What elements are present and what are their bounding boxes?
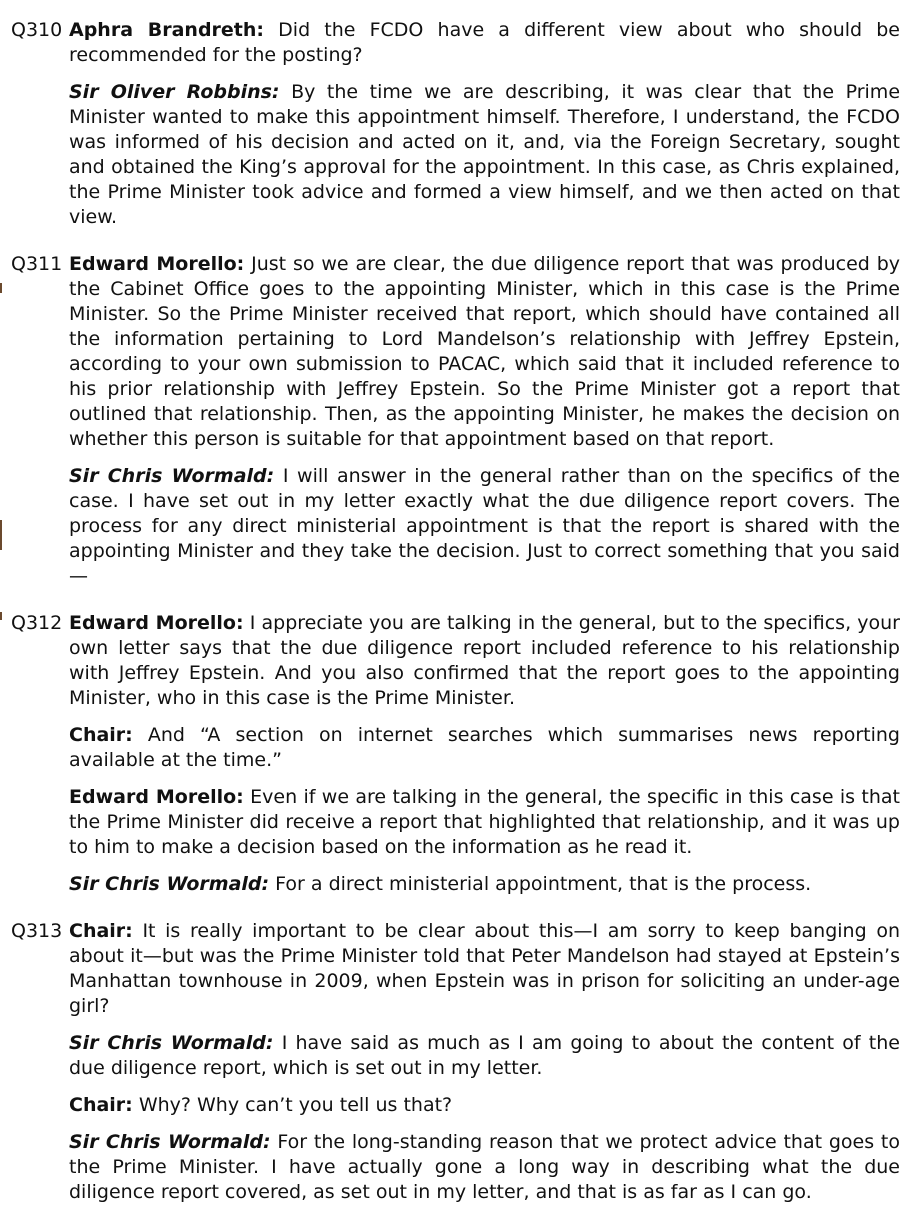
speaker-name: Edward Morello: [69, 786, 244, 808]
speaker-name: Chair: [69, 1094, 133, 1116]
speaker-turn [69, 464, 900, 589]
question-content [69, 611, 900, 909]
speaker-name: Aphra Brandreth: [69, 19, 265, 41]
speech-text: I appreciate you are talking in the general, but to the specifics, your own letter says that the due diligence report included reference to his relationship with Jeffrey Epstein. And you also confirmed that the report goes to the appointing Minister, who in this case is the Prime Minister. [69, 612, 900, 709]
question-block [11, 252, 900, 601]
question-number: Q310 [11, 19, 63, 41]
speaker-name: Sir Oliver Robbins: [69, 81, 280, 103]
speaker-name: Chair: [69, 920, 133, 942]
speech-text: By the time we are describing, it was clear that the Prime Minister wanted to make this appointment himself. Therefore, I understand, the FCDO was informed of his decision and acted on it, and, via the Foreign Secretary, sought and obtained the King’s approval for the appointment. In this case, as Chris explained, the Prime Minister took advice and formed a view himself, and we then acted on that view. [69, 81, 901, 228]
speech-text: For a direct ministerial appointment, that is the process. [269, 873, 812, 895]
speaker-turn [69, 785, 900, 860]
speech-text: Did the FCDO have a different view about who should be recommended for the posting? [69, 19, 900, 66]
speaker-turn [69, 611, 900, 711]
speaker-turn [69, 1093, 900, 1118]
speaker-name: Sir Chris Wormald: [69, 873, 270, 895]
speaker-turn [69, 1130, 900, 1205]
speaker-name: Edward Morello: [69, 253, 245, 275]
speech-text: Even if we are talking in the general, the specific in this case is that the Prime Minister did receive a report that highlighted that relationship, and it was up to him to make a decision based on the information as he read it. [69, 786, 900, 858]
speech-text: Why? Why can’t you tell us that? [132, 1094, 453, 1116]
margin-mark [0, 520, 2, 550]
speech-text: For the long-standing reason that we protect advice that goes to the Prime Minister. I have actually gone a long way in describing what the due diligence report covered, as set out in my letter, and that is as far as I can go. [69, 1131, 900, 1203]
speaker-turn [69, 723, 900, 773]
speaker-turn [69, 80, 900, 230]
speech-text: Just so we are clear, the due diligence report that was produced by the Cabinet Office goes to the appointing Minister, which in this case is the Prime Minister. So the Prime Minister received that report, which should have contained all the information pertaining to Lord Mandelson’s relationship with Jeffrey Epstein, according to your own submission to PACAC, which said that it included reference to his prior relationship with Jeffrey Epstein. So the Prime Minister got a report that outlined that relationship. Then, as the appointing Minister, he makes the decision on whether this person is suitable for that appointment based on that report. [69, 253, 901, 450]
speaker-turn [69, 1031, 900, 1081]
speaker-name: Sir Chris Wormald: [69, 465, 275, 487]
question-block [11, 18, 900, 242]
transcript [11, 18, 900, 1217]
margin-mark [0, 612, 2, 620]
question-block [11, 919, 900, 1217]
question-number: Q312 [11, 612, 63, 634]
speech-text: And “A section on internet searches which summarises news reporting available at the time.” [69, 724, 900, 771]
speaker-turn [69, 18, 900, 68]
speech-text: It is really important to be clear about this—I am sorry to keep banging on about it—but was the Prime Minister told that Peter Mandelson had stayed at Epstein’s Manhattan townhouse in 2009, when Epstein was in prison for soliciting an under-age girl? [69, 920, 900, 1017]
speaker-turn [69, 252, 900, 452]
question-content [69, 919, 900, 1217]
speaker-name: Sir Chris Wormald: [69, 1032, 274, 1054]
speaker-name: Sir Chris Wormald: [69, 1131, 271, 1153]
speech-text: I will answer in the general rather than on the specifics of the case. I have set out in my letter exactly what the due diligence report covers. The process for any direct ministerial appointment is that the report is shared with the appointing Minister and they take the decision. Just to correct something that you said — [69, 465, 900, 587]
speaker-name: Edward Morello: [69, 612, 244, 634]
question-content [69, 18, 900, 242]
margin-mark [0, 283, 2, 293]
question-content [69, 252, 900, 601]
speaker-turn [69, 872, 900, 897]
question-block [11, 611, 900, 909]
speaker-turn [69, 919, 900, 1019]
speaker-name: Chair: [69, 724, 133, 746]
question-number: Q313 [11, 920, 63, 942]
speech-text: I have said as much as I am going to about the content of the due diligence report, which is set out in my letter. [69, 1032, 900, 1079]
question-number: Q311 [11, 253, 63, 275]
